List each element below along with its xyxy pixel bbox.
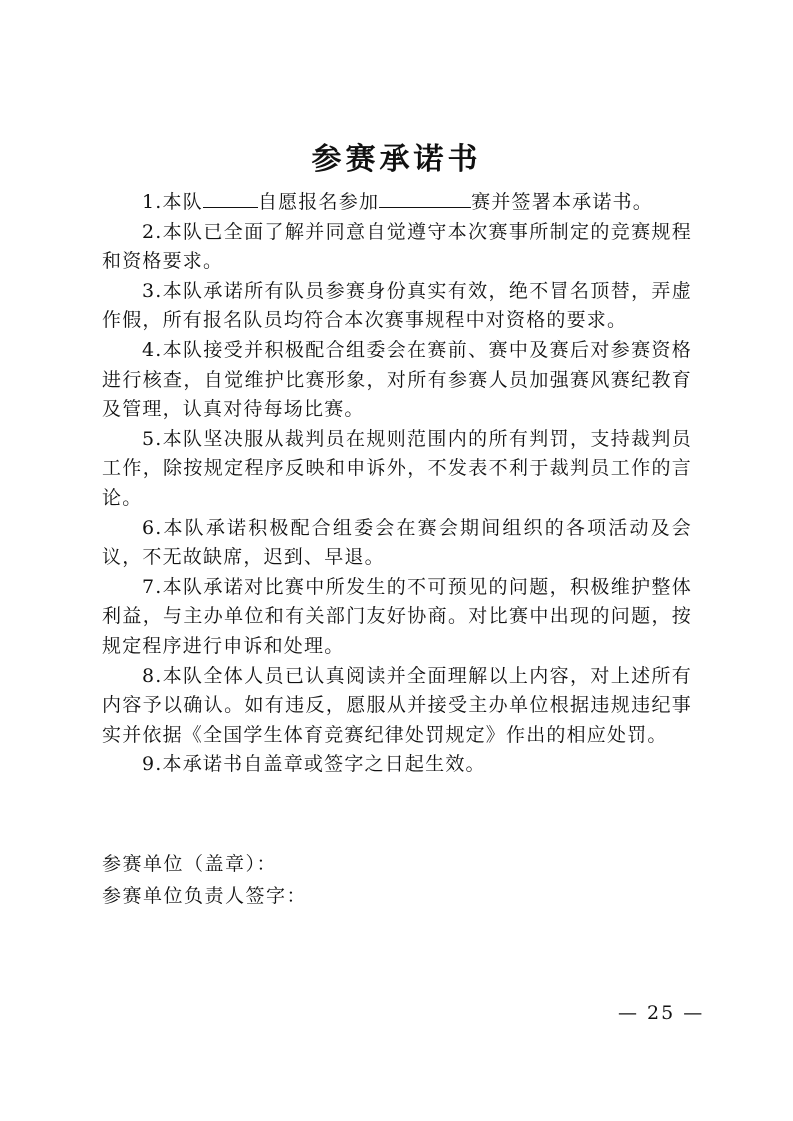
item-2: 2.本队已全面了解并同意自觉遵守本次赛事所制定的竞赛规程和资格要求。 bbox=[102, 220, 692, 273]
item-6: 6.本队承诺积极配合组委会在赛会期间组织的各项活动及会议，不无故缺席，迟到、早退。 bbox=[102, 516, 692, 569]
sign-unit-label: 参赛单位（盖章）： bbox=[102, 853, 278, 875]
item-1-middle: 自愿报名参加 bbox=[257, 191, 380, 213]
item-1-prefix: 1.本队 bbox=[142, 191, 203, 213]
item-4: 4.本队接受并积极配合组委会在赛前、赛中及赛后对参赛资格进行核查，自觉维护比赛形象，对所有参赛人员加强赛风赛纪教育及管理，认真对待每场比赛。 bbox=[102, 338, 692, 421]
item-7: 7.本队承诺对比赛中所发生的不可预见的问题，积极维护整体利益，与主办单位和有关部门友好协商。对比赛中出现的问题，按规定程序进行申诉和处理。 bbox=[102, 575, 692, 657]
event-name-blank[interactable] bbox=[379, 189, 471, 208]
sign-leader-label: 参赛单位负责人签字： bbox=[102, 885, 308, 907]
item-5: 5.本队坚决服从裁判员在规则范围内的所有判罚，支持裁判员工作，除按规定程序反映和申诉外，不发表不利于裁判员工作的言论。 bbox=[102, 427, 692, 509]
item-1-suffix: 赛并签署本承诺书。 bbox=[471, 191, 653, 213]
item-8: 8.本队全体人员已认真阅读并全面理解以上内容，对上述所有内容予以确认。如有违反，愿服从并接受主办单位根据违规违纪事实并依据《全国学生体育竞赛纪律处罚规定》作出的相应处罚。 bbox=[102, 664, 692, 746]
team-name-blank[interactable] bbox=[203, 189, 258, 208]
page-number: — 25 — bbox=[618, 1002, 705, 1024]
document-body bbox=[102, 188, 692, 780]
signature-area bbox=[102, 848, 307, 912]
item-3: 3.本队承诺所有队员参赛身份真实有效，绝不冒名顶替，弄虚作假，所有报名队员均符合本次赛事规程中对资格的要求。 bbox=[102, 279, 692, 332]
document-title: 参赛承诺书 bbox=[311, 142, 482, 177]
item-9: 9.本承诺书自盖章或签字之日起生效。 bbox=[142, 753, 486, 776]
item-1 bbox=[102, 188, 692, 218]
